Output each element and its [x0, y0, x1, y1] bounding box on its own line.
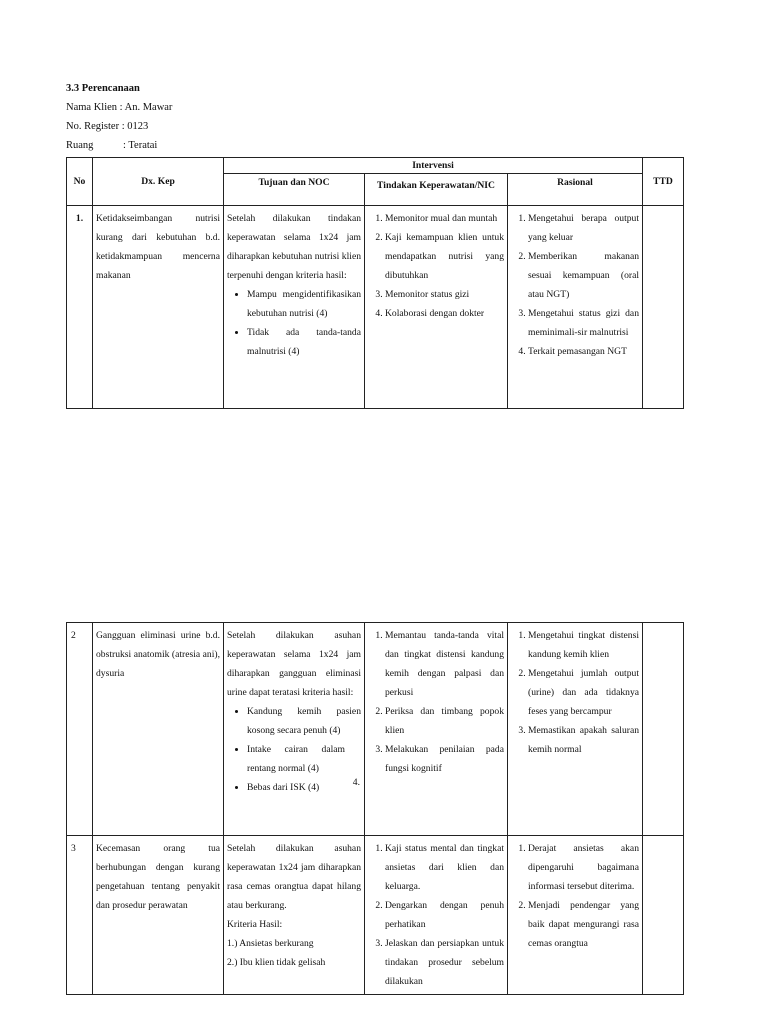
table-row — [67, 206, 684, 409]
tujuan-intro: Setelah dilakukan asuhan keperawatan 1x24 jam diharapkan rasa cemas orangtua dapat hilang atau berkurang. — [227, 843, 361, 911]
section-title: 3.3 Perencanaan — [66, 83, 140, 94]
header-tujuan: Tujuan dan NOC — [224, 174, 365, 206]
criteria-item: • Kandung kemih pasien kosong secara penuh (4) — [247, 702, 361, 740]
care-plan-table-2 — [66, 622, 684, 995]
tujuan-cell — [224, 206, 365, 409]
criteria-item: • Tidak ada tanda-tanda malnutrisi (4) — [247, 323, 361, 361]
tujuan-cell — [224, 836, 365, 995]
ttd-cell — [643, 836, 684, 995]
action-item: 1. Memantau tanda-tanda vital dan tingkat distensi kandung kemih dengan palpasi dan perkusi — [385, 626, 504, 702]
client-name: Nama Klien : An. Mawar — [66, 102, 173, 113]
action-item: 2. Periksa dan timbang popok klien — [385, 702, 504, 740]
rationale-item: 4. Terkait pemasangan NGT — [528, 342, 639, 361]
header-dx: Dx. Kep — [93, 158, 224, 206]
rationale-item: 3. Mengetahui status gizi dan meminimali-sir malnutrisi — [528, 304, 639, 342]
room-label: Ruang — [66, 140, 94, 151]
criteria-item: • Bebas dari ISK (4) — [247, 778, 361, 797]
ttd-cell — [643, 206, 684, 409]
tindakan-cell — [365, 623, 508, 836]
care-plan-table-1 — [66, 157, 684, 409]
table-row — [67, 836, 684, 995]
header-intervensi: Intervensi — [224, 158, 643, 174]
rationale-item: 2. Menjadi pendengar yang baik dapat mengurangi rasa cemas orangtua — [528, 896, 639, 953]
action-item: 1. Kaji status mental dan tingkat ansietas dari klien dan keluarga. — [385, 839, 504, 896]
criteria-line: 1.) Ansietas berkurang — [227, 938, 314, 949]
tujuan-intro: Setelah dilakukan asuhan keperawatan selama 1x24 jam diharapkan gangguan eliminasi urine dapat teratasi kriteria hasil: — [227, 630, 361, 698]
header-ttd: TTD — [643, 158, 684, 206]
rationale-item: 3. Memastikan apakah saluran kemih normal — [528, 721, 639, 759]
criteria-line: 2.) Ibu klien tidak gelisah — [227, 957, 326, 968]
row-number: 3 — [67, 836, 93, 995]
header-no: No — [67, 158, 93, 206]
action-item: 2. Dengarkan dengan penuh perhatikan — [385, 896, 504, 934]
ttd-cell — [643, 623, 684, 836]
rationale-item: 1. Mengetahui berapa output yang keluar — [528, 209, 639, 247]
diagnosis: Ketidakseimbangan nutrisi kurang dari kebutuhan b.d. ketidakmampuan mencerna makanan — [93, 206, 224, 409]
tindakan-cell — [365, 206, 508, 409]
criteria-label: Kriteria Hasil: — [227, 919, 283, 930]
row-number: 2 — [67, 623, 93, 836]
rasional-cell — [508, 623, 643, 836]
rationale-item: 2. Mengetahui jumlah output (urine) dan ada tidaknya feses yang bercampur — [528, 664, 639, 721]
header-rasional: Rasional — [508, 174, 643, 206]
action-item: 3. Melakukan penilaian pada fungsi kognitif — [385, 740, 504, 778]
criteria-item: • Mampu mengidentifikasikan kebutuhan nutrisi (4) — [247, 285, 361, 323]
criteria-item: • Intake cairan dalam rentang normal (4) — [247, 740, 361, 778]
table-row — [67, 623, 684, 836]
rationale-item: 1. Derajat ansietas akan dipengaruhi bagaimana informasi tersebut diterima. — [528, 839, 639, 896]
diagnosis: Kecemasan orang tua berhubungan dengan kurang pengetahuan tentang penyakit dan prosedur perawatan — [93, 836, 224, 995]
rationale-item: 1. Mengetahui tingkat distensi kandung kemih klien — [528, 626, 639, 664]
rasional-cell — [508, 836, 643, 995]
diagnosis: Gangguan eliminasi urine b.d. obstruksi anatomik (atresia ani), dysuria — [93, 623, 224, 836]
row-number: 1. — [67, 206, 93, 409]
stray-number: 4. — [352, 777, 360, 788]
rasional-cell — [508, 206, 643, 409]
tujuan-intro: Setelah dilakukan tindakan keperawatan selama 1x24 jam diharapkan kebutuhan nutrisi klien terpenuhi dengan kriteria hasil: — [227, 213, 361, 281]
action-item: 1. Memonitor mual dan muntah — [385, 209, 504, 228]
room-value: : Teratai — [123, 140, 158, 151]
tindakan-cell — [365, 836, 508, 995]
rationale-item: 2. Memberikan makanan sesuai kemampuan (oral atau NGT) — [528, 247, 639, 304]
action-item: 4. Kolaborasi dengan dokter — [385, 304, 504, 323]
tujuan-cell — [224, 623, 365, 836]
action-item: 2. Kaji kemampuan klien untuk mendapatkan nutrisi yang dibutuhkan — [385, 228, 504, 285]
action-item: 3. Jelaskan dan persiapkan untuk tindakan prosedur sebelum dilakukan — [385, 934, 504, 991]
register-number: No. Register : 0123 — [66, 121, 149, 132]
action-item: 3. Memonitor status gizi — [385, 285, 504, 304]
header-tindakan: Tindakan Keperawatan/NIC — [365, 174, 508, 206]
